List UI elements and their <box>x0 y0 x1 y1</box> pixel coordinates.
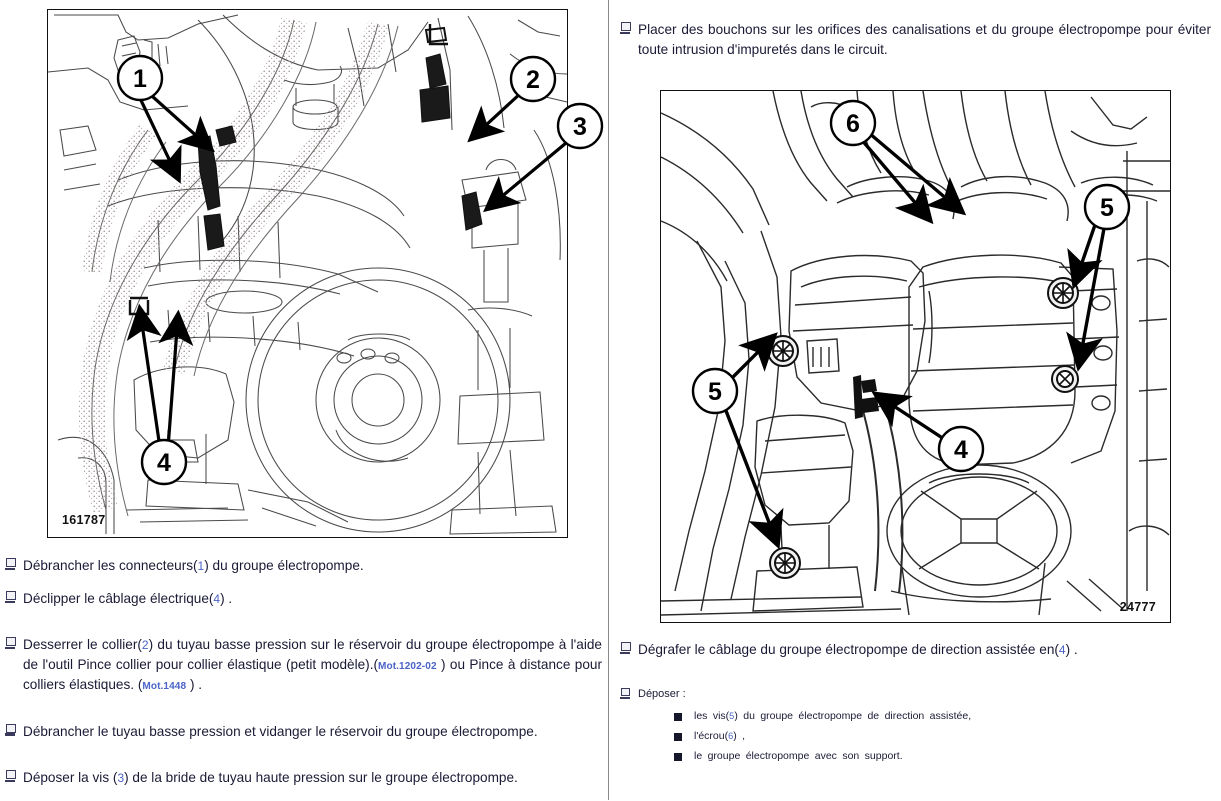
step-debrancher-tuyau <box>6 722 602 742</box>
step-text: ) . <box>1065 642 1078 657</box>
tool-reference: Mot.1202-02 <box>378 661 437 673</box>
callout-3 <box>488 104 602 208</box>
step-text: ) de la bride de tuyau haute pression sur le groupe électropompe. <box>124 770 518 786</box>
part-reference: 6 <box>728 731 734 742</box>
step-text: Desserrer le collier( <box>23 637 142 653</box>
step-text: le groupe électropompe avec son support. <box>694 749 903 762</box>
step-text: ) . <box>220 590 233 606</box>
part-reference: 1 <box>197 559 205 573</box>
step-text: Débrancher les connecteurs( <box>23 558 198 573</box>
part-reference: 3 <box>117 771 125 786</box>
svg-text:1: 1 <box>133 65 147 93</box>
svg-text:6: 6 <box>846 110 860 138</box>
sub-item-list <box>638 707 1211 767</box>
svg-text:3: 3 <box>573 113 587 141</box>
step-text: Déposer la vis ( <box>23 770 118 786</box>
step-deposer-vis-bride <box>6 768 602 788</box>
part-reference: 5 <box>729 711 735 722</box>
step-text: Déposer : <box>638 687 686 700</box>
step-text: les vis( <box>694 710 730 723</box>
step-text: Placer des bouchons sur les orifices des canalisations et du groupe électropompe pour éviter toute intrusion d'impuretés dans le circuit. <box>638 22 1211 57</box>
step-text: ) ou Pince à distance pour colliers élastiques. ( <box>23 657 602 692</box>
step-text: Dégrafer le câblage du groupe électropompe de direction assistée en( <box>638 642 1059 657</box>
square-bullet-icon <box>6 558 16 567</box>
step-text: ) du groupe électropompe. <box>204 558 364 573</box>
sub-lecrou <box>638 727 1211 747</box>
svg-text:5: 5 <box>1100 194 1114 222</box>
right-column-steps <box>621 640 1211 780</box>
svg-text:2: 2 <box>526 66 540 94</box>
step-declipper-cablage <box>6 589 602 609</box>
square-bullet-icon <box>6 637 16 646</box>
left-column <box>0 0 609 800</box>
power-steering-pump-line-drawing <box>661 91 1170 622</box>
square-bullet-icon <box>621 688 630 696</box>
svg-text:4: 4 <box>954 436 968 464</box>
step-desserrer-collier <box>6 635 602 694</box>
figure-24777 <box>660 90 1171 623</box>
part-reference: 4 <box>213 591 221 606</box>
filled-square-bullet-icon <box>674 733 682 741</box>
square-bullet-icon <box>621 22 631 31</box>
part-reference: 4 <box>1058 643 1066 657</box>
sub-les-vis <box>638 707 1211 727</box>
square-bullet-icon <box>621 642 631 651</box>
part-reference: 2 <box>141 638 149 653</box>
figure-id-left: 161787 <box>62 513 106 527</box>
square-bullet-icon <box>6 591 16 600</box>
filled-square-bullet-icon <box>674 713 682 721</box>
callout-2 <box>472 57 555 138</box>
sub-groupe-support <box>638 747 1211 767</box>
square-bullet-icon <box>6 724 16 733</box>
bolt-heads <box>768 278 1078 578</box>
step-text: Déclipper le câblage électrique( <box>23 590 214 606</box>
right-column <box>609 0 1221 800</box>
step-text: ) du groupe électropompe de direction assistée, <box>734 710 972 723</box>
spacer <box>621 673 1211 687</box>
figure-161787 <box>47 9 587 538</box>
spacer <box>6 621 602 635</box>
engine-bay-line-drawing <box>48 10 587 537</box>
svg-text:4: 4 <box>157 449 171 477</box>
step-text: ) du tuyau basse pression sur le réservoir du groupe électropompe à l'aide de l'outil Pince collier pour collier élastique (petit modèle).( <box>23 637 602 673</box>
step-debrancher-connecteurs <box>6 556 602 576</box>
step-text: ) . <box>186 676 203 692</box>
step-degrafer-cablage <box>621 640 1211 660</box>
step-text: Débrancher le tuyau basse pression et vidanger le réservoir du groupe électropompe. <box>23 723 538 739</box>
step-deposer <box>621 687 1211 767</box>
left-column-steps <box>6 556 602 801</box>
tool-reference: Mot.1448 <box>142 680 187 692</box>
spacer <box>6 754 602 768</box>
square-bullet-icon <box>6 770 16 779</box>
spacer <box>6 708 602 722</box>
right-column-top-step <box>621 20 1211 72</box>
svg-text:5: 5 <box>708 378 722 406</box>
filled-square-bullet-icon <box>674 753 682 761</box>
figure-id-right: 24777 <box>1119 600 1156 614</box>
step-text: ) , <box>733 730 746 743</box>
step-placer-bouchons <box>621 20 1211 59</box>
callout-5-left <box>693 337 777 543</box>
step-text: l'écrou( <box>694 730 729 743</box>
